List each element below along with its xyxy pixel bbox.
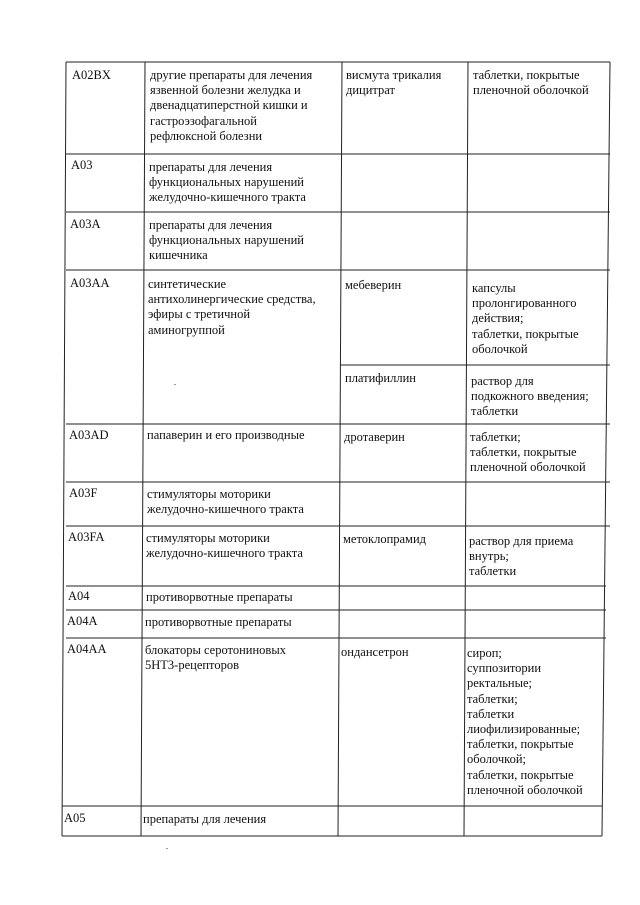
cell-drug: ондансетрон xyxy=(341,645,409,659)
cell-group: блокаторы серотониновых 5HT3-рецепторов xyxy=(145,643,286,673)
cell-form: таблетки; таблетки, покрытые пленочной оболочкой xyxy=(470,430,586,475)
cell-code: A04AA xyxy=(67,642,107,656)
cell-drug: дротаверин xyxy=(344,430,405,444)
cell-group: стимуляторы моторики желудочно-кишечного тракта xyxy=(146,531,303,561)
cell-code: A03 xyxy=(71,158,93,172)
cell-group: папаверин и его производные xyxy=(147,428,305,442)
cell-code: A03F xyxy=(69,486,98,500)
cell-form: таблетки, покрытые пленочной оболочкой xyxy=(473,68,589,98)
cell-code: A03AD xyxy=(69,428,109,442)
cell-code: A02BX xyxy=(72,68,111,82)
cell-group: другие препараты для лечения язвенной болезни желудка и двенадцатиперстной кишки и гастроэзофагальной рефлюксной болезни xyxy=(150,68,313,143)
cell-drug: мебеверин xyxy=(345,278,402,292)
cell-form: раствор для приема внутрь; таблетки xyxy=(469,534,574,579)
cell-code: A04A xyxy=(67,614,98,628)
cell-code: A04 xyxy=(68,589,90,603)
cell-code: A05 xyxy=(64,811,86,825)
cell-drug: платифиллин xyxy=(345,371,416,385)
cell-code: A03FA xyxy=(68,530,105,544)
cell-group: противорвотные препараты xyxy=(146,590,293,604)
cell-form: сироп; суппозитории ректальные; таблетки; таблетки лиофилизированные; таблетки, покрытые оболочкой; таблетки, покрытые пленочной оболочкой xyxy=(467,646,583,797)
cell-group: препараты для лечения xyxy=(143,812,267,826)
scan-speck xyxy=(166,848,168,849)
cell-form: капсулы пролонгированного действия; таблетки, покрытые оболочкой xyxy=(472,281,579,356)
cell-drug: висмута трикалия дицитрат xyxy=(346,68,442,98)
cell-group: стимуляторы моторики желудочно-кишечного тракта xyxy=(147,487,304,517)
scan-speck xyxy=(174,384,176,385)
cell-group: синтетические антихолинергические средства, эфиры с третичной аминогруппой xyxy=(148,277,316,337)
cell-code: A03A xyxy=(70,217,101,231)
cell-form: раствор для подкожного введения; таблетки xyxy=(471,374,589,419)
cell-code: A03AA xyxy=(70,276,110,290)
cell-group: препараты для лечения функциональных нарушений желудочно-кишечного тракта xyxy=(149,160,306,205)
cell-drug: метоклопрамид xyxy=(343,532,427,546)
cell-group: противорвотные препараты xyxy=(145,615,292,629)
cell-group: препараты для лечения функциональных нарушений кишечника xyxy=(149,218,304,263)
